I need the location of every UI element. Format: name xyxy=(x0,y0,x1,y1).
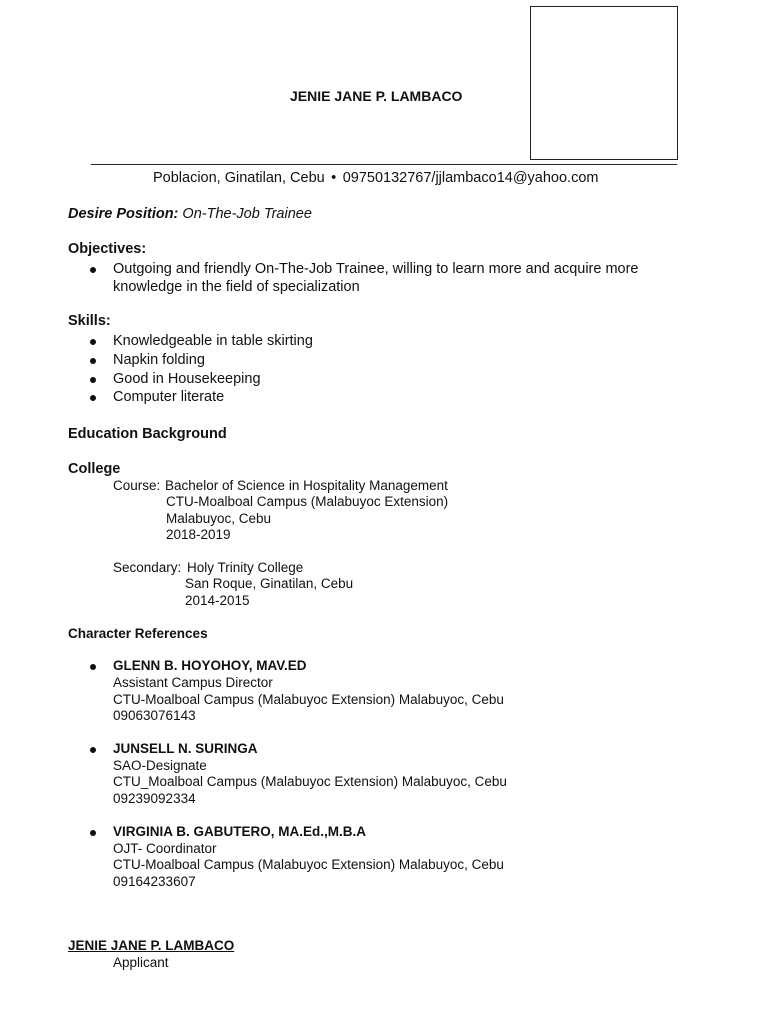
photo-placeholder xyxy=(530,6,678,160)
college-heading: College xyxy=(68,461,121,477)
skill-item: Knowledgeable in table skirting xyxy=(113,333,313,349)
reference-name: VIRGINIA B. GABUTERO, MA.Ed.,M.B.A xyxy=(113,824,366,839)
objectives-heading: Objectives: xyxy=(68,241,147,257)
applicant-name: JENIE JANE P. LAMBACO xyxy=(290,88,463,104)
secondary-school: Holy Trinity College xyxy=(187,560,304,575)
bullet-icon xyxy=(90,267,96,273)
reference-address: CTU_Moalboal Campus (Malabuyoc Extension) Malabuyoc, Cebu xyxy=(113,774,507,789)
contact-line xyxy=(153,170,598,186)
reference-position: Assistant Campus Director xyxy=(113,675,273,690)
bullet-icon xyxy=(90,377,96,383)
objective-line-2: knowledge in the field of specialization xyxy=(113,279,360,295)
reference-name: JUNSELL N. SURINGA xyxy=(113,741,258,756)
bullet-icon xyxy=(90,339,96,345)
desire-position-value: On-The-Job Trainee xyxy=(182,206,312,222)
phone-email: 09750132767/jjlambaco14@yahoo.com xyxy=(342,170,599,186)
course-name: Bachelor of Science in Hospitality Management xyxy=(165,478,448,493)
bullet-icon xyxy=(90,358,96,364)
skill-item: Good in Housekeeping xyxy=(113,371,261,387)
skill-item: Computer literate xyxy=(113,389,225,405)
reference-phone: 09063076143 xyxy=(113,708,196,723)
secondary-label: Secondary: xyxy=(113,560,182,575)
college-school: CTU-Moalboal Campus (Malabuyoc Extension) xyxy=(166,494,449,509)
header-divider xyxy=(91,164,677,165)
bullet-icon xyxy=(90,830,96,836)
address: Poblacion, Ginatilan, Cebu xyxy=(153,170,325,186)
college-place: Malabuyoc, Cebu xyxy=(166,511,272,526)
bullet-icon xyxy=(90,395,96,401)
secondary-year: 2014-2015 xyxy=(185,593,250,608)
signature-role: Applicant xyxy=(113,955,169,970)
references-heading: Character References xyxy=(68,626,208,641)
education-heading: Education Background xyxy=(68,426,227,442)
reference-address: CTU-Moalboal Campus (Malabuyoc Extension) Malabuyoc, Cebu xyxy=(113,857,504,872)
signature-name: JENIE JANE P. LAMBACO xyxy=(68,938,235,953)
bullet-icon xyxy=(90,747,96,753)
secondary-place: San Roque, Ginatilan, Cebu xyxy=(185,576,354,591)
college-year: 2018-2019 xyxy=(166,527,231,542)
bullet-icon xyxy=(90,664,96,670)
reference-phone: 09239092334 xyxy=(113,791,196,806)
course-label: Course: xyxy=(113,478,161,493)
desire-position xyxy=(68,206,312,222)
reference-address: CTU-Moalboal Campus (Malabuyoc Extension) Malabuyoc, Cebu xyxy=(113,692,504,707)
desire-position-label: Desire Position: xyxy=(68,206,179,222)
separator-dot: • xyxy=(331,170,337,186)
skill-item: Napkin folding xyxy=(113,352,205,368)
reference-phone: 09164233607 xyxy=(113,874,196,889)
skills-heading: Skills: xyxy=(68,313,111,329)
reference-position: SAO-Designate xyxy=(113,758,207,773)
reference-name: GLENN B. HOYOHOY, MAV.ED xyxy=(113,658,307,673)
objective-line-1: Outgoing and friendly On-The-Job Trainee, willing to learn more and acquire more xyxy=(113,261,639,277)
reference-position: OJT- Coordinator xyxy=(113,841,217,856)
